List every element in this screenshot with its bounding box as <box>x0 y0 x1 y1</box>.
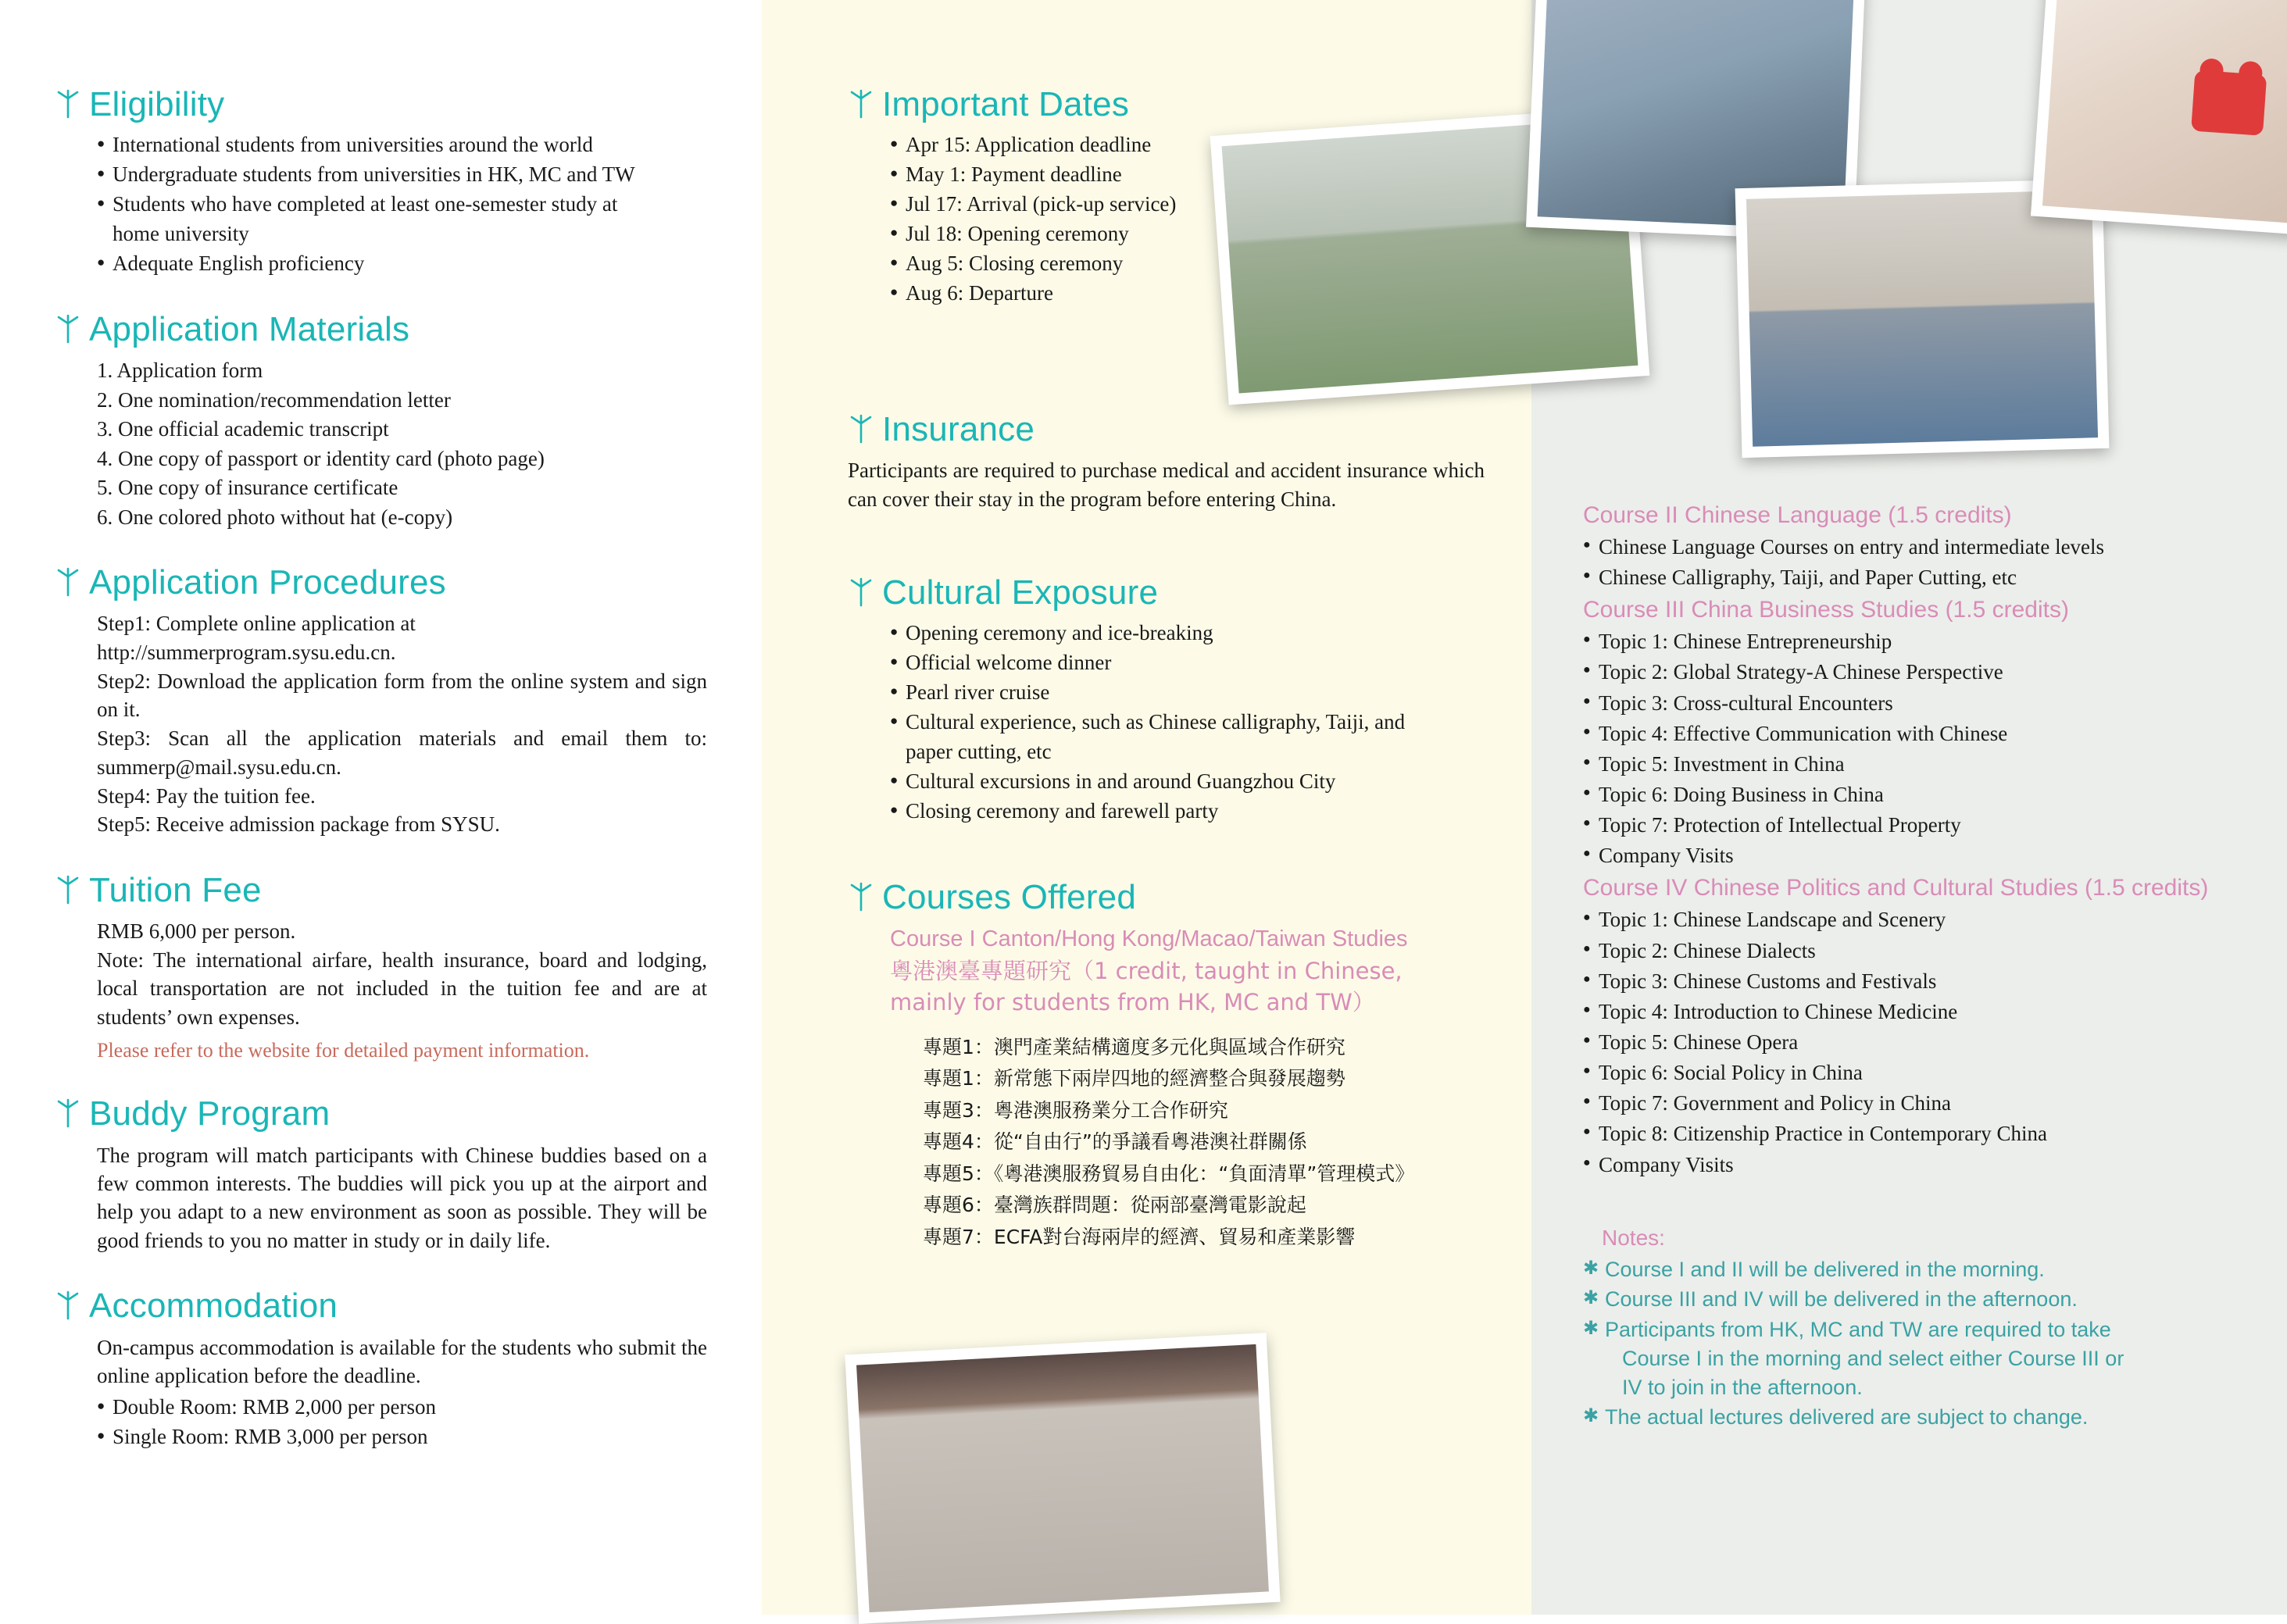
list-item: ● Pearl river cruise <box>890 679 1485 707</box>
section-tuition-fee <box>55 872 707 1062</box>
list-item: ● Company Visits <box>1583 841 2232 871</box>
important-dates-heading <box>848 86 1485 123</box>
list-item: ● Topic 2: Global Strategy-A Chinese Perspective <box>1583 657 2232 687</box>
course-2-list <box>1583 532 2232 593</box>
course-1-title-en: Course I Canton/Hong Kong/Macao/Taiwan Studies <box>890 926 1408 952</box>
list-item: ● Topic 6: Doing Business in China <box>1583 780 2232 810</box>
important-dates-title: Important Dates <box>882 85 1130 123</box>
list-item: ● Topic 3: Chinese Customs and Festivals <box>1583 966 2232 997</box>
list-item: ● Students who have completed at least one-semester study at <box>97 191 707 219</box>
cultural-exposure-heading <box>848 574 1485 612</box>
list-item: ● Aug 5: Closing ceremony <box>890 250 1485 278</box>
accommodation-title: Accommodation <box>89 1287 338 1326</box>
application-materials-title: Application Materials <box>89 309 410 348</box>
section-accommodation <box>55 1287 707 1451</box>
insurance-body: Participants are required to purchase medical and accident insurance which can cover their stay in the program before entering China. <box>848 459 1485 511</box>
note-item: ✱ Course III and IV will be delivered in the afternoon. <box>1583 1285 2232 1314</box>
leaf-marker-icon <box>55 312 81 344</box>
leaf-marker-icon <box>848 87 874 119</box>
panda-sign-icon <box>2191 70 2267 135</box>
section-insurance <box>848 411 1485 513</box>
section-course-2 <box>1583 500 2232 593</box>
students-panda-sign <box>2031 0 2287 237</box>
list-item: ● Aug 6: Departure <box>890 280 1485 308</box>
tuition-amount: RMB 6,000 per person. <box>97 919 296 944</box>
leaf-marker-icon <box>55 873 81 905</box>
list-item: 4. One copy of passport or identity card (photo page) <box>97 446 545 470</box>
section-courses-offered <box>848 879 1485 1253</box>
list-item: ● Chinese Language Courses on entry and intermediate levels <box>1583 532 2232 562</box>
step-line: http://summerprogram.sysu.edu.cn. <box>97 641 396 665</box>
course-3-title: Course III China Business Studies (1.5 credits) <box>1583 597 2069 623</box>
leaf-marker-icon <box>848 576 874 607</box>
course-4-title: Course IV Chinese Politics and Cultural Studies (1.5 credits) <box>1583 875 2209 901</box>
list-item: ● Opening ceremony and ice-breaking <box>890 619 1485 648</box>
section-course-4 <box>1583 873 2232 1180</box>
list-item: ● Jul 17: Arrival (pick-up service) <box>890 191 1485 219</box>
course-4-list <box>1583 905 2232 1180</box>
section-cultural-exposure <box>848 574 1485 826</box>
list-item: ● Topic 1: Chinese Entrepreneurship <box>1583 626 2232 657</box>
list-item: ● Topic 6: Social Policy in China <box>1583 1058 2232 1088</box>
step-line: Step3: Scan all the application materials and email them to: summerp@mail.sysu.edu.cn. <box>97 726 707 779</box>
list-item: ● Cultural excursions in and around Guangzhou City <box>890 768 1485 796</box>
notes-title: Notes: <box>1602 1225 1665 1250</box>
accommodation-heading <box>55 1287 707 1325</box>
cultural-exposure-list <box>848 619 1485 825</box>
step-line: Step1: Complete online application at <box>97 612 416 636</box>
application-materials-list <box>55 356 707 531</box>
students-studying <box>1735 179 2110 458</box>
list-item: ● Topic 7: Protection of Intellectual Property <box>1583 810 2232 841</box>
list-item: ● Jul 18: Opening ceremony <box>890 220 1485 248</box>
award-ceremony-stage <box>845 1333 1280 1624</box>
application-procedures-heading <box>55 564 707 601</box>
note-item: ✱ Course I and II will be delivered in the morning. <box>1583 1255 2232 1284</box>
note-line: Participants from HK, MC and TW are required to take <box>1605 1318 2111 1342</box>
people-figures <box>1229 222 1638 393</box>
application-procedures-steps <box>97 609 707 839</box>
section-application-materials <box>55 311 707 531</box>
list-item: ● May 1: Payment deadline <box>890 161 1485 189</box>
leaf-marker-icon <box>848 412 874 444</box>
list-item: ● Topic 4: Introduction to Chinese Medicine <box>1583 997 2232 1027</box>
list-item: 專題4：從“自由行”的爭議看粵港澳社群關係 <box>923 1130 1307 1154</box>
note-item <box>1583 1315 2232 1401</box>
list-item: 專題5：《粵港澳服務貿易自由化：“負面清單”管理模式》 <box>923 1162 1415 1185</box>
photo-image <box>2042 0 2287 225</box>
list-item: ● Topic 5: Investment in China <box>1583 749 2232 780</box>
buddy-program-heading <box>55 1095 707 1133</box>
note-line: IV to join in the afternoon. <box>1622 1375 1863 1399</box>
list-item: 3. One official academic transcript <box>97 417 389 441</box>
list-item: ● Company Visits <box>1583 1150 2232 1180</box>
list-item: 專題7：ECFA對台海兩岸的經濟、貿易和產業影響 <box>923 1225 1356 1248</box>
step-line: Step2: Download the application form from the online system and sign on it. <box>97 669 707 722</box>
tuition-payment-notice: Please refer to the website for detailed payment information. <box>97 1039 590 1062</box>
list-item: ● Topic 8: Citizenship Practice in Contemporary China <box>1583 1119 2232 1149</box>
section-eligibility <box>55 86 707 278</box>
tuition-fee-title: Tuition Fee <box>89 871 262 910</box>
step-line: Step5: Receive admission package from SYSU. <box>97 812 500 837</box>
list-item-continuation: home university <box>113 222 249 246</box>
list-item: ● Topic 5: Chinese Opera <box>1583 1027 2232 1058</box>
list-item: ● Official welcome dinner <box>890 649 1485 677</box>
cultural-exposure-title: Cultural Exposure <box>882 573 1159 612</box>
step-line: Step4: Pay the tuition fee. <box>97 783 316 808</box>
accommodation-body: On-campus accommodation is available for the students who submit the online application before the deadline. <box>97 1335 707 1388</box>
list-item: 1. Application form <box>97 359 263 383</box>
list-item: ● Adequate English proficiency <box>97 250 707 278</box>
leaf-marker-icon <box>55 566 81 597</box>
left-column <box>0 0 762 1615</box>
list-item: ● Topic 4: Effective Communication with Chinese <box>1583 719 2232 749</box>
list-item: ● Cultural experience, such as Chinese calligraphy, Taiji, and <box>890 708 1485 737</box>
people-figures <box>862 1448 1269 1612</box>
list-item: 2. One nomination/recommendation letter <box>97 387 451 412</box>
photo-image <box>856 1344 1269 1612</box>
eligibility-heading <box>55 86 707 123</box>
application-procedures-title: Application Procedures <box>89 562 446 601</box>
list-item: ● International students from universities around the world <box>97 131 707 159</box>
note-line: Course I in the morning and select either Course III or <box>1622 1346 2124 1370</box>
tuition-note: Note: The international airfare, health insurance, board and lodging, local transportation are not included in the tuition fee and are at students’ own expenses. <box>97 948 707 1029</box>
photo-image <box>1746 190 2098 446</box>
leaf-marker-icon <box>848 880 874 912</box>
buddy-program-title: Buddy Program <box>89 1094 331 1133</box>
leaf-marker-icon <box>55 1289 81 1320</box>
leaf-marker-icon <box>55 87 81 119</box>
leaf-marker-icon <box>55 1097 81 1128</box>
list-item: 專題6：臺灣族群問題：從兩部臺灣電影說起 <box>923 1194 1306 1217</box>
course-3-list <box>1583 626 2232 871</box>
list-item: 專題1：澳門產業結構適度多元化與區域合作研究 <box>923 1035 1345 1058</box>
section-application-procedures <box>55 564 707 839</box>
list-item: ● Topic 7: Government and Policy in China <box>1583 1088 2232 1119</box>
tuition-fee-heading <box>55 872 707 909</box>
list-item: 專題1：新常態下兩岸四地的經濟整合與發展趨勢 <box>923 1067 1345 1090</box>
insurance-heading <box>848 411 1485 448</box>
list-item: 5. One copy of insurance certificate <box>97 476 398 500</box>
application-materials-heading <box>55 311 707 348</box>
list-item: ● Apr 15: Application deadline <box>890 131 1485 159</box>
section-buddy-program <box>55 1095 707 1255</box>
list-item: 專題3：粵港澳服務業分工合作研究 <box>923 1098 1228 1122</box>
list-item: ● Topic 2: Chinese Dialects <box>1583 936 2232 966</box>
notes-list <box>1583 1255 2232 1432</box>
course-1-title-cn: 粵港澳臺專題研究（1 credit, taught in Chinese, mainly for students from HK, MC and TW） <box>890 958 1403 1015</box>
list-item: ● Undergraduate students from universities in HK, MC and TW <box>97 161 707 189</box>
list-item: ● Topic 3: Cross-cultural Encounters <box>1583 688 2232 719</box>
courses-offered-title: Courses Offered <box>882 877 1137 916</box>
list-item: ● Chinese Calligraphy, Taiji, and Paper Cutting, etc <box>1583 562 2232 593</box>
list-item: 6. One colored photo without hat (e-copy) <box>97 505 453 529</box>
courses-offered-heading <box>848 879 1485 916</box>
buddy-program-body: The program will match participants with Chinese buddies based on a few common interests. The buddies will pick you up at the airport and help you adapt to a new environment as soon as possible. They will be good friends to you no matter in study or in daily life. <box>97 1143 707 1252</box>
note-item: ✱ The actual lectures delivered are subject to change. <box>1583 1403 2232 1432</box>
list-item: ● Double Room: RMB 2,000 per person <box>97 1394 707 1422</box>
course-2-title: Course II Chinese Language (1.5 credits) <box>1583 502 2012 528</box>
accommodation-room-list <box>55 1394 707 1451</box>
eligibility-title: Eligibility <box>89 85 225 123</box>
section-course-3 <box>1583 594 2232 871</box>
section-notes <box>1583 1226 2232 1432</box>
insurance-title: Insurance <box>882 409 1035 448</box>
list-item: ● Single Room: RMB 3,000 per person <box>97 1423 707 1451</box>
list-item: ● Closing ceremony and farewell party <box>890 798 1485 826</box>
list-item: ● Topic 1: Chinese Landscape and Scenery <box>1583 905 2232 935</box>
course-1-topic-list <box>923 1032 1485 1254</box>
eligibility-list <box>55 131 707 278</box>
list-item-continuation: paper cutting, etc <box>906 740 1052 764</box>
